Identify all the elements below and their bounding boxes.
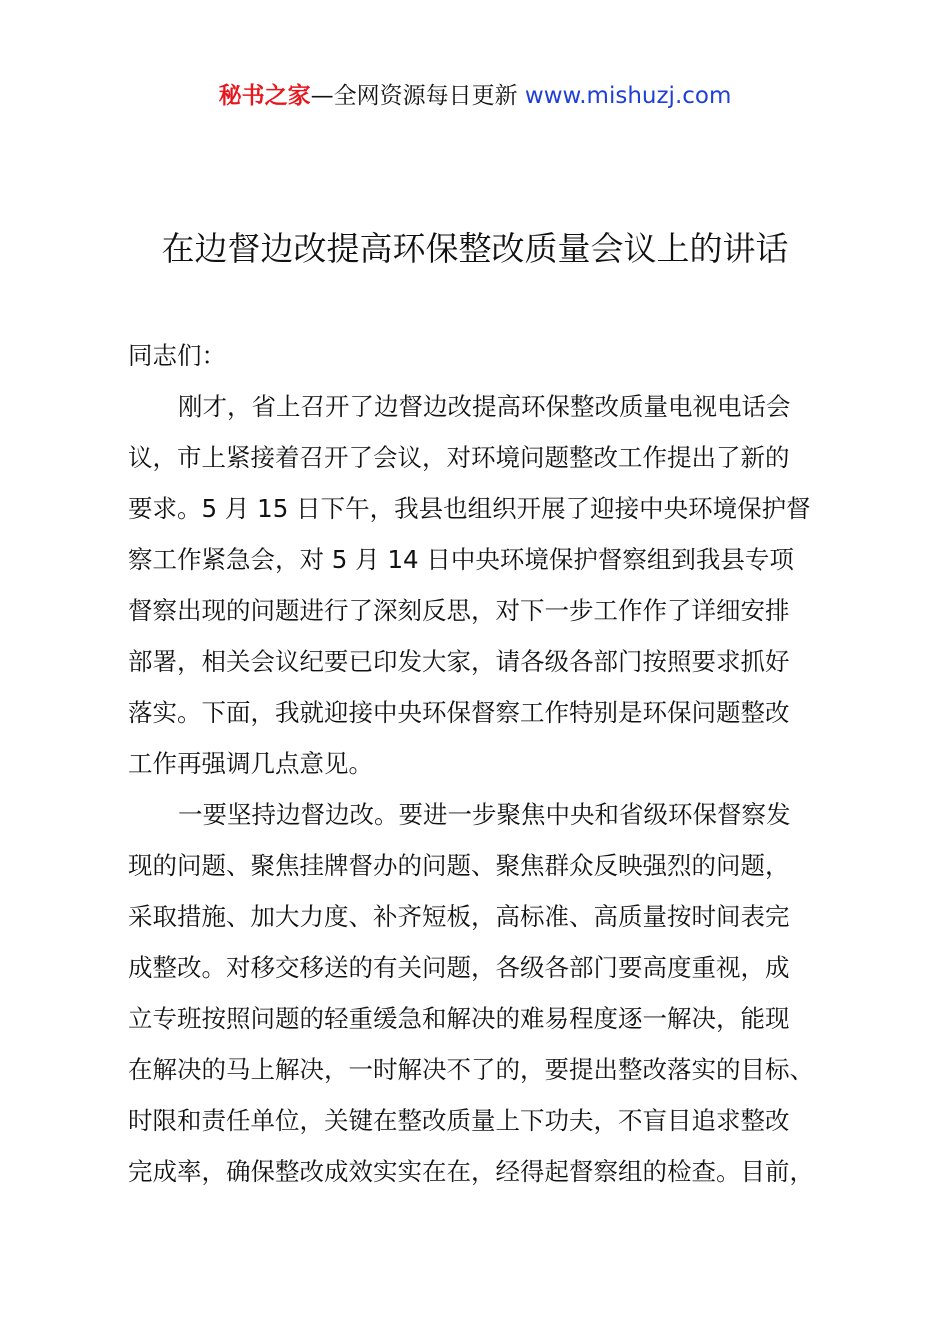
paragraph-line: 一要坚持边督边改。要进一步聚焦中央和省级环保督察发 [178, 800, 791, 829]
paragraph-line: 部署，相关会议纪要已印发大家，请各级各部门按照要求抓好 [128, 647, 790, 676]
paragraph-line: 议，市上紧接着召开了会议，对环境问题整改工作提出了新的 [128, 443, 790, 472]
site-brand: 秘书之家 [218, 83, 311, 109]
paragraph-line: 立专班按照问题的轻重缓急和解决的难易程度逐一解决，能现 [128, 1004, 790, 1033]
salutation: 同志们： [128, 341, 226, 370]
site-tagline: —全网资源每日更新 [310, 83, 518, 109]
paragraph-line: 现的问题、聚焦挂牌督办的问题、聚焦群众反映强烈的问题， [128, 851, 790, 880]
paragraph-line: 在解决的马上解决，一时解决不了的，要提出整改落实的目标、 [128, 1055, 814, 1084]
paragraph-line: 督察出现的问题进行了深刻反思，对下一步工作作了详细安排 [128, 596, 790, 625]
site-url-link[interactable]: www.mishuzj.com [524, 83, 732, 109]
paragraph-line: 采取措施、加大力度、补齐短板，高标准、高质量按时间表完 [128, 902, 790, 931]
document-body [128, 330, 848, 1197]
paragraph-line: 刚才，省上召开了边督边改提高环保整改质量电视电话会 [178, 392, 791, 421]
paragraph-line: 时限和责任单位，关键在整改质量上下功夫，不盲目追求整改 [128, 1106, 790, 1135]
paragraph-line: 察工作紧急会，对 5 月 14 日中央环境保护督察组到我县专项 [128, 545, 794, 574]
paragraph-line: 完成率，确保整改成效实实在在，经得起督察组的检查。目前， [128, 1157, 814, 1186]
paragraph-line: 工作再强调几点意见。 [128, 749, 373, 778]
paragraph-line: 要求。5 月 15 日下午，我县也组织开展了迎接中央环境保护督 [128, 494, 811, 523]
document-title: 在边督边改提高环保整改质量会议上的讲话 [161, 229, 789, 268]
paragraph-line: 落实。下面，我就迎接中央环保督察工作特别是环保问题整改 [128, 698, 790, 727]
paragraph-line: 成整改。对移交移送的有关问题，各级各部门要高度重视，成 [128, 953, 790, 982]
site-header [0, 80, 950, 112]
